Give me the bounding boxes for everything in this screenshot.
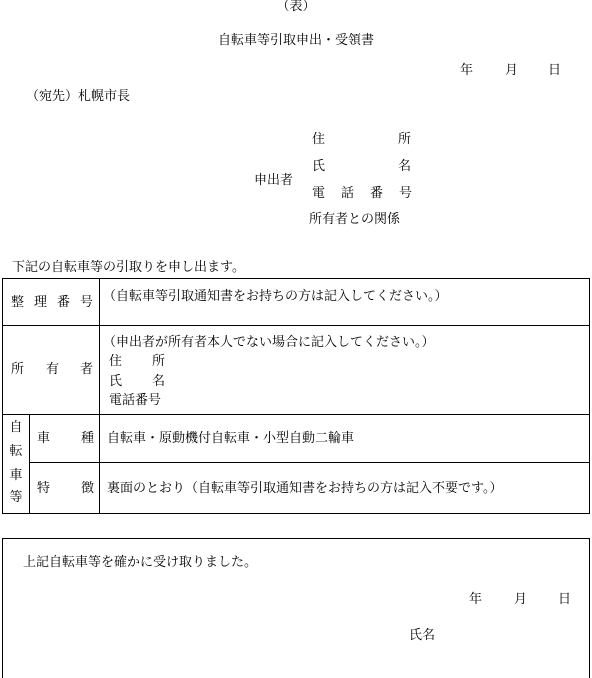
row2-note: （申出者が所有者本人でない場合に記入してください。）: [103, 335, 435, 350]
receipt-date-month-label: 月: [514, 592, 528, 607]
feature-label-char-1: 特: [37, 481, 51, 496]
date-year-label: 年: [460, 63, 474, 78]
bicycle-group-char-3: 車: [9, 468, 23, 483]
row2-address-char-2: 所: [152, 354, 166, 369]
applicant-phone-char-4: 号: [399, 186, 413, 201]
bicycle-group-char-2: 転: [9, 444, 23, 459]
applicant-relation-label: 所有者との関係: [309, 212, 401, 227]
receipt-text: 上記自転車等を確かに受け取りました。: [23, 555, 258, 570]
row1-label-char-3: 番: [57, 295, 71, 310]
row2-label-char-3: 者: [80, 362, 94, 377]
applicant-name-char-1: 氏: [312, 159, 326, 174]
feature-value: 裏面のとおり（自転車等引取通知書をお持ちの方は記入不要です。）: [107, 481, 503, 496]
row2-phone-label: 電話番号: [109, 393, 162, 408]
receipt-box: [2, 538, 590, 678]
bicycle-group-char-4: 等: [9, 490, 23, 505]
row1-label-char-1: 整: [11, 295, 25, 310]
receipt-date-year-label: 年: [469, 592, 483, 607]
row1-label-char-4: 号: [80, 295, 94, 310]
row2-address-char-1: 住: [109, 354, 123, 369]
side-label: （表）: [276, 0, 316, 14]
row2-name-char-1: 氏: [109, 374, 123, 389]
form-title: 自転車等引取申出・受領書: [217, 33, 374, 48]
row2-label-char-2: 有: [46, 362, 60, 377]
date-month-label: 月: [505, 63, 519, 78]
row2-label-char-1: 所: [11, 362, 25, 377]
receipt-name-label: 氏名: [409, 628, 436, 643]
feature-label-char-2: 徴: [81, 481, 95, 496]
bicycle-group-char-1: 自: [9, 420, 23, 435]
intro-text: 下記の自転車等の引取りを申し出ます。: [12, 260, 245, 275]
vehicle-type-value: 自転車・原動機付自転車・小型自動二輪車: [107, 431, 355, 446]
applicant-phone-char-1: 電: [312, 186, 326, 201]
request-table: [2, 278, 590, 514]
date-day-label: 日: [548, 63, 562, 78]
addressee: （宛先）札幌市長: [26, 89, 131, 104]
applicant-name-char-2: 名: [398, 159, 412, 174]
applicant-phone-char-2: 話: [341, 186, 355, 201]
vehicle-type-label-char-2: 種: [81, 431, 95, 446]
receipt-date-day-label: 日: [558, 592, 572, 607]
row1-note: （自転車等引取通知書をお持ちの方は記入してください。）: [103, 289, 448, 304]
applicant-label: 申出者: [254, 173, 294, 188]
applicant-address-char-1: 住: [312, 132, 326, 147]
applicant-address-char-2: 所: [398, 132, 412, 147]
row2-name-char-2: 名: [152, 374, 166, 389]
applicant-phone-char-3: 番: [370, 186, 384, 201]
row1-label-char-2: 理: [34, 295, 48, 310]
vehicle-type-label-char-1: 車: [37, 431, 51, 446]
